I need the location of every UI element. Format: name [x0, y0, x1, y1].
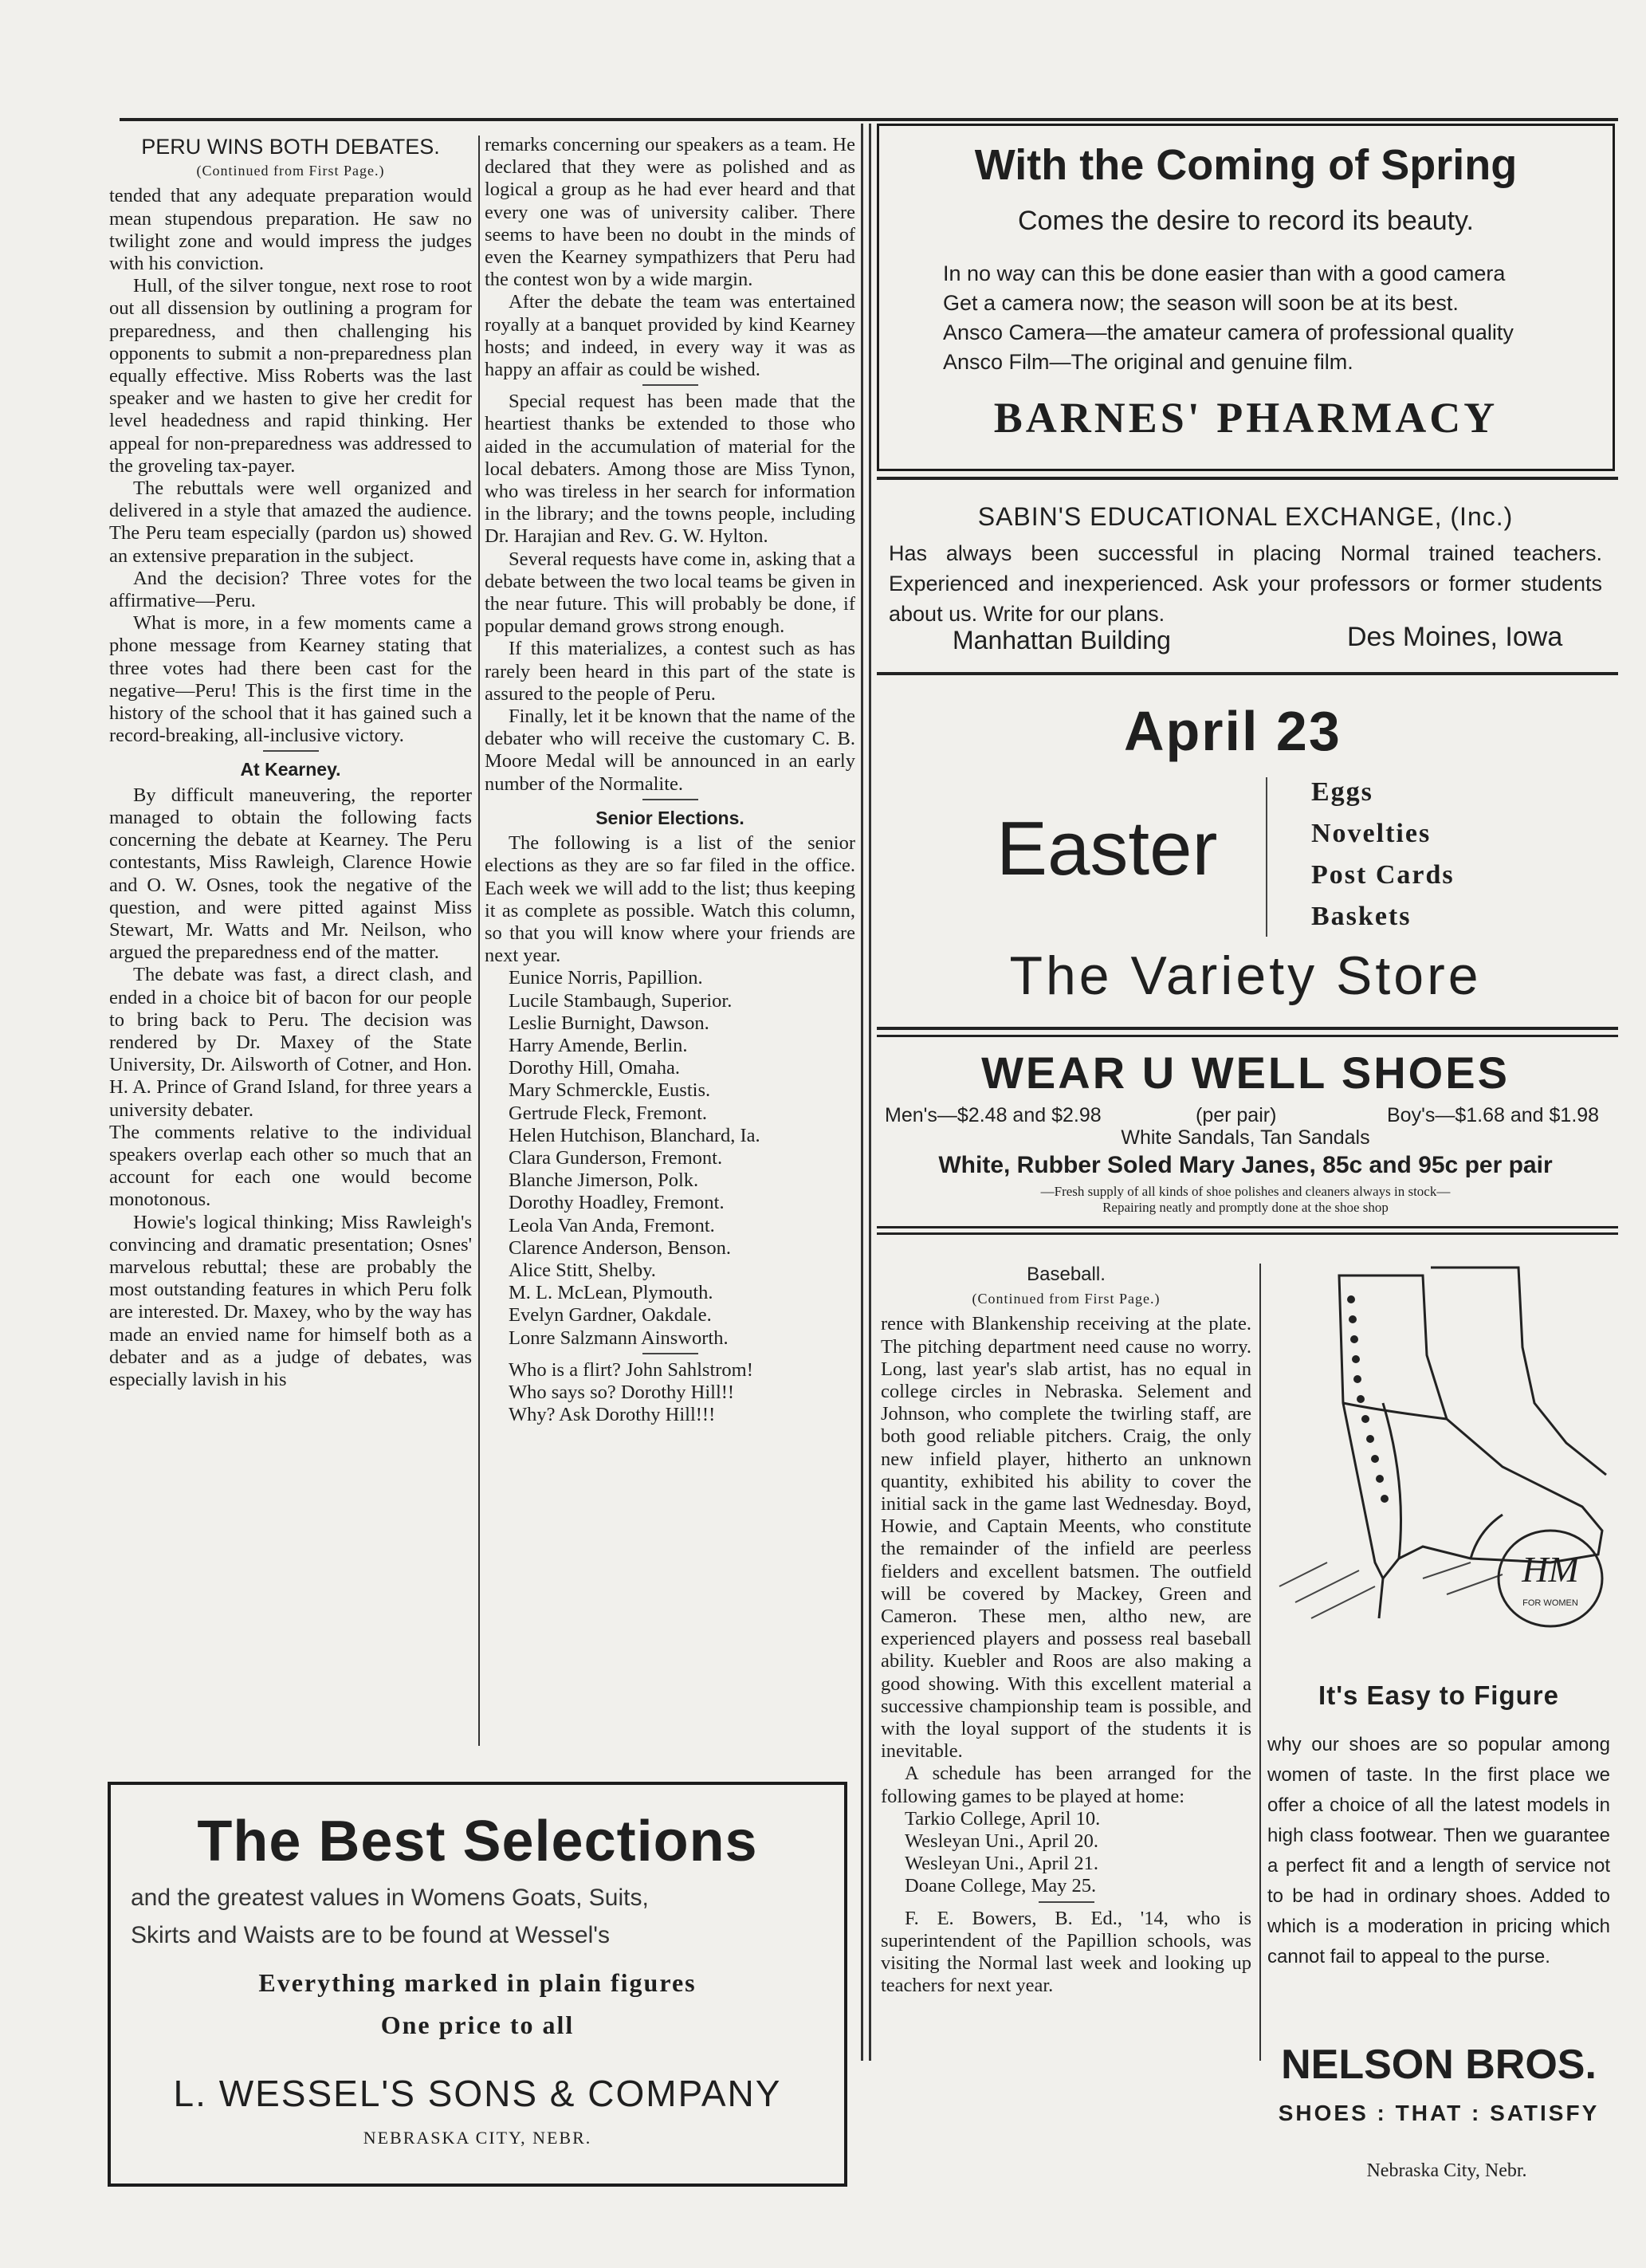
paragraph: Special request has been made that the heartiest thanks be extended to those who aided in the accumulation of material for the local debaters. Among those are Miss Tynon, who was tireless in her search for information in the library; and the towns people, including Dr. Harajian and Rev. G. W. Hylton. — [485, 391, 855, 548]
paragraph: By difficult maneuvering, the reporter managed to obtain the following facts concerning the debate at Kearney. The Peru contestants, Miss Rawleigh, Clarence Howie and O. W. Osnes, took the negative of the question, and were pitted against Miss Stewart, Mr. Watts and Mr. Neilson, who argued the preparedness end of the matter. — [109, 784, 472, 964]
section-divider — [642, 384, 698, 386]
section-heading-kearney: At Kearney. — [240, 759, 341, 780]
ad-divider — [877, 477, 1618, 480]
ad-per-pair: (per pair) — [1196, 1104, 1277, 1126]
list-item: Dorothy Hill, Omaha. — [509, 1057, 681, 1079]
paragraph: After the debate the team was entertained royally at a banquet provided by kind Kearney hosts; and indeed, in every way it was as happy an affair as could be wished. — [485, 291, 855, 381]
list-item: Blanche Jimerson, Polk. — [509, 1169, 699, 1192]
ad-title: SABIN'S EDUCATIONAL EXCHANGE, (Inc.) — [977, 502, 1514, 531]
list-item: Leola Van Anda, Fremont. — [509, 1214, 715, 1236]
ad-barnes — [877, 124, 1615, 471]
ad-fresh: —Fresh supply of all kinds of shoe polishes and cleaners always in stock— — [1040, 1184, 1451, 1199]
paragraph: The rebuttals were well organized and delivered in a style that amazed the audience. The Peru team especially (pardon us) showed an extensive preparation in the subject. — [109, 478, 472, 567]
ad-company: L. WESSEL'S SONS & COMPANY — [173, 2073, 782, 2114]
ad-line: Ansco Camera—the amateur camera of professional quality — [943, 320, 1514, 344]
paragraph: The comments relative to the individual speakers overlap each other so much that an account for each one would become monotonous. — [109, 1121, 472, 1211]
paragraph: The following is a list of the senior elections as they are so far filed in the office. Each week we will add to the list; thus keeping it as complete as possible. Watch this column, so that you will know where your friends are next year. — [485, 832, 855, 967]
ad-body: Has always been successful in placing Normal trained teachers. Experienced and inexperienced. Ask your professors or former students about us. Write for our plans. — [889, 541, 1602, 626]
paragraph: What is more, in a few moments came a phone message from Kearney stating that three votes had there been cast for the negative—Peru! This is the first time in the history of the school that it has gained such a record-breaking, all-inclusive victory. — [109, 612, 472, 747]
ad-title: It's Easy to Figure — [1318, 1680, 1559, 1710]
brand-logo-subtext: FOR WOMEN — [1522, 1598, 1578, 1608]
joke-line: Who says so? Dorothy Hill!! — [509, 1381, 735, 1403]
headline-baseball: Baseball. — [1027, 1264, 1106, 1285]
ad-name: NELSON BROS. — [1281, 2042, 1597, 2088]
list-item: Clarence Anderson, Benson. — [509, 1236, 731, 1259]
list-item: Clara Gunderson, Fremont. — [509, 1146, 723, 1169]
list-item: Tarkio College, April 10. — [905, 1807, 1101, 1830]
paragraph: And the decision? Three votes for the affirmative—Peru. — [109, 567, 472, 612]
continued-note: (Continued from First Page.) — [196, 163, 385, 179]
ad-city: Nebraska City, Nebr. — [1366, 2160, 1527, 2181]
ad-item: Novelties — [1311, 819, 1432, 848]
paragraph: rence with Blankenship receiving at the plate. The pitching department need cause no worry. Long, last year's slab artist, has no equal in college circles in Nebraska. Selement and Johnson, who complete the twirling staff, are both good reliable pitchers. Craig, the only new infield player, hitherto an unknown quantity, exhibited his ability to cover the initial sack in the game last Wednesday. Boyd, Howie, and Captain Meents, who constitute the remainder of the infield are peerless fielders and excellent batsmen. The outfield will be covered by Mackey, Green and Cameron. These men, altho new, are experienced players and possess real baseball ability. Kuebler and Roos are also making a good showing. With this excellent material a successive championship team is possible, and with the loyal support of the students it is inevitable. — [881, 1313, 1251, 1763]
ad-title: With the Coming of Spring — [974, 141, 1518, 189]
paragraph: Hull, of the silver tongue, next rose to root out all dissension by outlining a program for preparedness, and then challenging his opponents to submit a non-preparedness plan equally effective. Miss Roberts was the last speaker and we hasten to give her credit for level headedness and rapid thinking. Her appeal for non-preparedness was addressed to the groveling tax-payer. — [109, 275, 472, 477]
ad-line: In no way can this be done easier than with a good camera — [943, 261, 1506, 285]
ad-line: Everything marked in plain figures — [258, 1968, 697, 1997]
column-2 — [485, 134, 855, 1426]
ad-city: Des Moines, Iowa — [1347, 622, 1563, 652]
ad-shoes — [877, 1040, 1614, 1224]
column-divider — [1259, 1264, 1261, 2061]
ad-sandals: White Sandals, Tan Sandals — [1121, 1126, 1370, 1149]
ad-wessel — [108, 1782, 847, 2187]
ad-divider — [877, 672, 1618, 675]
right-frame-line — [869, 124, 871, 2061]
paragraph: Finally, let it be known that the name of the debater who will receive the customary C. B. Moore Medal will be announced in an early number of the Normalite. — [485, 706, 855, 795]
ad-nelson — [1263, 1244, 1614, 2200]
ad-price-mens: Men's—$2.48 and $2.98 — [885, 1104, 1102, 1126]
ad-divider — [877, 1232, 1618, 1235]
ad-price-boys: Boy's—$1.68 and $1.98 — [1387, 1104, 1600, 1126]
ad-variety — [877, 682, 1614, 1016]
continued-note: (Continued from First Page.) — [972, 1291, 1161, 1307]
column-1 — [109, 136, 472, 1391]
elections-list — [485, 967, 855, 1349]
ad-slogan: SHOES : THAT : SATISFY — [1278, 2101, 1600, 2125]
paragraph: A schedule has been arranged for the following games to be played at home: — [881, 1763, 1251, 1807]
list-item: Helen Hutchison, Blanchard, Ia. — [509, 1124, 760, 1146]
paragraph: tended that any adequate preparation would mean stupendous preparation. He saw no twilight zone and would impress the judges with his conviction. — [109, 185, 472, 275]
top-rule — [120, 118, 1618, 121]
ad-line: and the greatest values in Womens Goats, Suits, — [131, 1885, 649, 1911]
paragraph: F. E. Bowers, B. Ed., '14, who is superintendent of the Papillion schools, was visiting the Normal last week and looking up teachers for next year. — [881, 1907, 1251, 1997]
list-item: Lucile Stambaugh, Superior. — [509, 989, 733, 1012]
section-divider — [642, 1353, 698, 1354]
paragraph: remarks concerning our speakers as a team. He declared that they were as polished and as logical a group as he had ever heard and that every one was of university caliber. There seems to have been no doubt in the minds of even the Kearney sympathizers that Peru had the contest won by a wide margin. — [485, 134, 855, 291]
list-item: Leslie Burnight, Dawson. — [509, 1012, 709, 1034]
right-frame-line — [861, 124, 863, 2061]
ad-item: Post Cards — [1311, 860, 1455, 890]
ad-body: why our shoes are so popular among women of taste. In the first place we offer a choice of all the latest models in high class footwear. Then we guarantee a perfect fit and a length of service not to be had in ordinary shoes. Added to which is a moderation in pricing which cannot fail to appeal to the purse. — [1267, 1734, 1610, 1967]
ad-divider-vertical — [1266, 777, 1267, 937]
ad-line: One price to all — [380, 2011, 575, 2039]
paragraph: If this materializes, a contest such as has rarely been heard in this part of the state is assured to the people of Peru. — [485, 638, 855, 705]
list-item: Doane College, May 25. — [905, 1875, 1097, 1897]
ad-city: NEBRASKA CITY, NEBR. — [363, 2128, 592, 2148]
joke-line: Who is a flirt? John Sahlstrom! — [509, 1358, 753, 1381]
brand-logo-text: HM — [1522, 1549, 1579, 1590]
list-item: Lonre Salzmann Ainsworth. — [509, 1327, 729, 1349]
section-divider — [642, 799, 698, 800]
ad-line: Skirts and Waists are to be found at Wessel's — [131, 1922, 610, 1948]
ad-title: The Best Selections — [197, 1810, 758, 1873]
ad-divider — [877, 1035, 1618, 1037]
games-list — [881, 1808, 1251, 1898]
paragraph: Howie's logical thinking; Miss Rawleigh's convincing and dramatic presentation; Osnes' marvelous rebuttal; these are probably the most outstanding features in which Peru folk are interested. Dr. Maxey, who by the way has made an envied name for himself both as a debater and as a judge of debates, was especially lavish in his — [109, 1211, 472, 1390]
ad-line: Get a camera now; the season will soon be at its best. — [943, 291, 1459, 315]
ad-store: The Variety Store — [1009, 945, 1482, 1006]
jokes — [485, 1359, 855, 1427]
ad-fresh: Repairing neatly and promptly done at the shoe shop — [1102, 1200, 1389, 1215]
list-item: Wesleyan Uni., April 20. — [905, 1830, 1098, 1853]
ad-divider — [877, 1027, 1618, 1030]
list-item: Evelyn Gardner, Oakdale. — [509, 1304, 712, 1327]
ad-building: Manhattan Building — [953, 626, 1171, 654]
list-item: Wesleyan Uni., April 21. — [905, 1853, 1098, 1875]
ad-line: Ansco Film—The original and genuine film. — [943, 350, 1353, 374]
column-baseball — [881, 1264, 1251, 1998]
paragraph: Several requests have come in, asking that a debate between the two local teams be given in the near future. This will probably be done, if popular demand grows strong enough. — [485, 548, 855, 638]
list-item: Harry Amende, Berlin. — [509, 1034, 688, 1056]
section-heading-senior-elections: Senior Elections. — [595, 807, 744, 828]
list-item: Gertrude Fleck, Fremont. — [509, 1102, 708, 1124]
ad-title: WEAR U WELL SHOES — [981, 1048, 1510, 1098]
headline-debates: PERU WINS BOTH DEBATES. — [141, 135, 440, 159]
ad-easter: Easter — [996, 806, 1218, 891]
joke-line: Why? Ask Dorothy Hill!!! — [509, 1404, 716, 1426]
ad-item: Baskets — [1311, 902, 1412, 931]
ad-name: BARNES' PHARMACY — [993, 394, 1499, 442]
ad-sabin — [877, 486, 1614, 666]
section-divider — [1039, 1901, 1094, 1903]
paragraph: The debate was fast, a direct clash, and ended in a choice bit of bacon for our people to bring back to Peru. The decision was rendered by Dr. Maxey of the State University, Dr. Ailsworth of Cotner, and Hon. H. A. Prince of Grand Island, for three years a university debater. — [109, 964, 472, 1121]
list-item: M. L. McLean, Plymouth. — [509, 1282, 713, 1304]
list-item: Dorothy Hoadley, Fremont. — [509, 1192, 725, 1214]
ad-subtitle: Comes the desire to record its beauty. — [1018, 206, 1474, 236]
ad-item: Eggs — [1311, 777, 1373, 807]
column-divider — [478, 136, 480, 1746]
ad-date: April 23 — [1124, 700, 1342, 762]
ad-mary-janes: White, Rubber Soled Mary Janes, 85c and 95c per pair — [938, 1152, 1553, 1178]
list-item: Mary Schmerckle, Eustis. — [509, 1079, 711, 1102]
list-item: Alice Stitt, Shelby. — [509, 1259, 656, 1281]
section-divider — [263, 750, 319, 752]
ad-divider — [877, 1226, 1618, 1228]
list-item: Eunice Norris, Papillion. — [509, 967, 703, 989]
